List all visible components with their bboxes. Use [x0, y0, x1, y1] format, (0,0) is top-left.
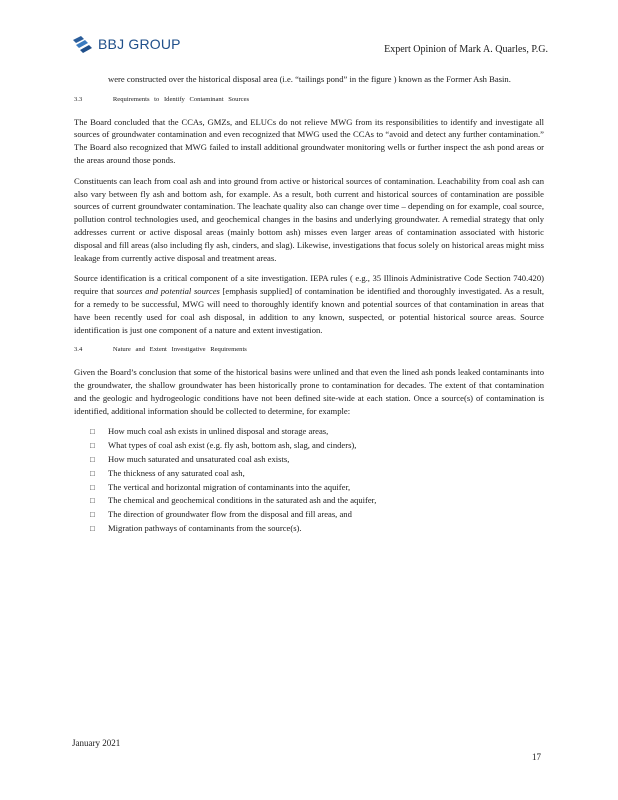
list-item-text: The vertical and horizontal migration of contaminants into the aquifer, — [108, 481, 351, 492]
list-item — [74, 425, 544, 439]
paragraph — [74, 272, 544, 336]
page-content — [74, 73, 544, 536]
section-heading-3-4 — [74, 344, 544, 357]
paragraph: Given the Board’s conclusion that some of the historical basins were unlined and that even the lined ash ponds leaked contaminants into the groundwater, the shallow groundwater has been historically prone to contamination for decades. The extent of that contamination and the geologic and hydrogeologic conditions have not been defined site-wide at each station. Once a source(s) of contamination is identified, additional information should be collected to determine, for example: — [74, 367, 544, 416]
paragraph-text: Source identification is a critical component of a site investigation. IEPA rules ( e.g., 35 Illinois Administrative Code Section 740.420) require that — [74, 273, 544, 297]
list-item-text: What types of coal ash exist (e.g. fly ash, bottom ash, slag, and cinders), — [108, 440, 357, 451]
section-title: Requirements to Identify Contaminant Sources — [112, 95, 250, 103]
bullet-box-icon: □ — [90, 510, 95, 520]
list-item — [74, 508, 544, 522]
list-item — [74, 453, 544, 467]
bullet-box-icon: □ — [90, 427, 95, 437]
bullet-box-icon: □ — [90, 454, 95, 464]
footer-date: January 2021 — [72, 738, 121, 748]
list-item-text: How much coal ash exists in unlined disposal and storage areas, — [108, 426, 329, 437]
logo-text: BBJ GROUP — [98, 36, 181, 52]
list-item-text: The thickness of any saturated coal ash, — [108, 467, 245, 478]
section-number: 3.3 — [74, 95, 83, 103]
logo — [72, 34, 181, 54]
bullet-box-icon: □ — [90, 441, 95, 451]
document-header-title: Expert Opinion of Mark A. Quarles, P.G. — [384, 44, 548, 55]
list-item — [74, 481, 544, 495]
list-item — [74, 439, 544, 453]
bullet-box-icon: □ — [90, 523, 95, 533]
list-item-text: How much saturated and unsaturated coal ash exists, — [108, 453, 290, 464]
bullet-list — [74, 425, 544, 535]
paragraph: The Board concluded that the CCAs, GMZs, and ELUCs do not relieve MWG from its responsibilities to identify and investigate all sources of groundwater contamination and even recognized that MWG used the CCAs to “avoid and detect any further contamination.” The Board also recognized that MWG failed to install additional groundwater monitoring wells or further inspect the ash pond areas or the areas around those ponds. — [74, 116, 544, 165]
list-item — [74, 522, 544, 536]
section-heading-3-3 — [74, 94, 544, 107]
bullet-box-icon: □ — [90, 496, 95, 506]
paragraph-text: [emphasis supplied] of contamination be identified and thoroughly investigated. As a result, for a remedy to be successful, MWG will need to thoroughly identify known and potential sources of that contamination in areas that have been recently used for coal ash disposal, in addition to any known, suspected, or potential historical source areas. Source identification is just one component of a nature and extent investigation. — [74, 286, 545, 335]
list-item — [74, 494, 544, 508]
page-number: 17 — [532, 752, 541, 762]
section-number: 3.4 — [74, 346, 83, 354]
section-title: Nature and Extent Investigative Requirements — [112, 346, 247, 354]
paragraph: Constituents can leach from coal ash and into ground from active or historical sources of contamination. Leachability from coal ash can also vary between fly ash and bottom ash, for example. As a result, both current and historical sources of contamination are possible sources of current groundwater contamination. The leachate quality also can change over time – depending on for example, coal source, pollution control technologies used, and geochemical changes in the basins and underlying groundwater. A remedial strategy that only addresses current or active disposal areas (mainly bottom ash) misses even larger areas of contamination associated with historic disposal and fill areas (also including fly ash, cinders, and slag). Likewise, investigations that focus solely on historical areas might miss leakage from currently active disposal and treatment areas. — [74, 175, 544, 263]
list-item — [74, 467, 544, 481]
bbj-logo-icon — [72, 34, 94, 54]
emphasis-text: sources and potential sources — [116, 286, 220, 297]
bullet-box-icon: □ — [90, 482, 95, 492]
bullet-box-icon: □ — [90, 468, 95, 478]
list-item-text: The chemical and geochemical conditions in the saturated ash and the aquifer, — [108, 495, 377, 506]
intro-paragraph: were constructed over the historical disposal area (i.e. “tailings pond” in the figure ) known as the Former Ash Basin. — [108, 74, 511, 84]
list-item-text: The direction of groundwater flow from the disposal and fill areas, and — [108, 509, 352, 520]
list-item-text: Migration pathways of contaminants from the source(s). — [108, 522, 302, 533]
